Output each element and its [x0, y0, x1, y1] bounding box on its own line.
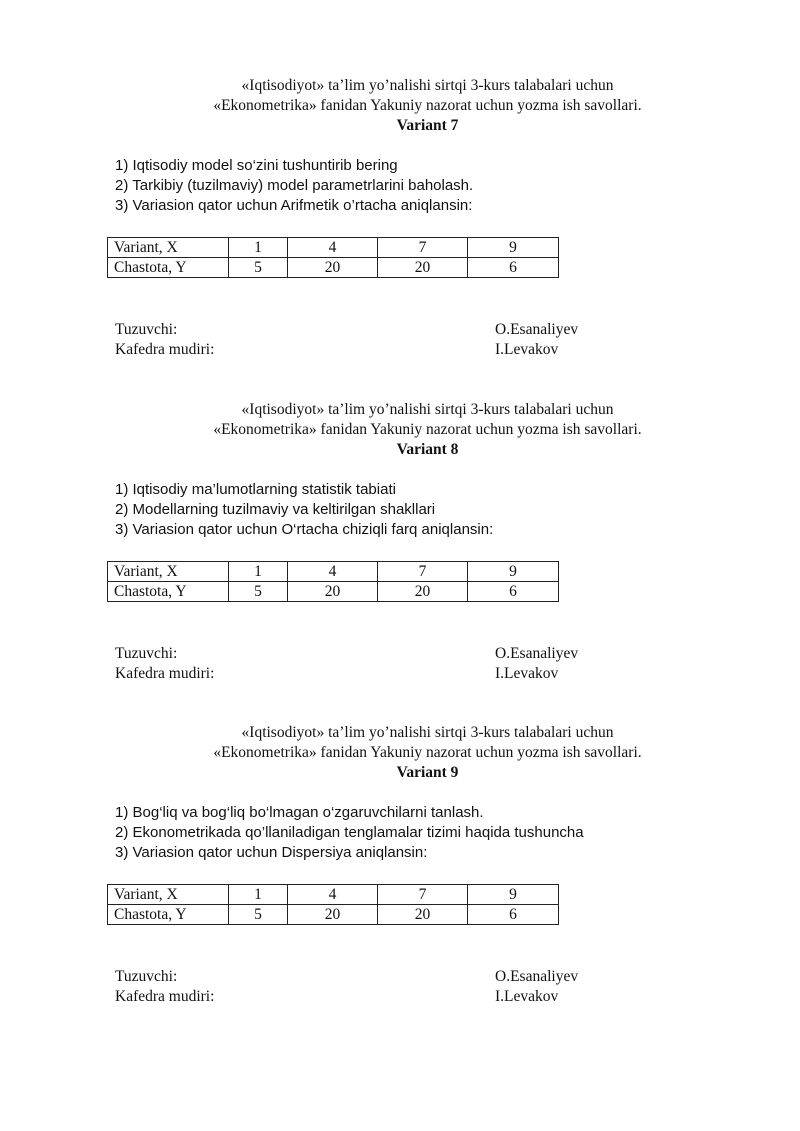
table-row-frequency [108, 258, 559, 278]
question-1: 1) Iqtisodiy model so‘zini tushuntirib bering [115, 157, 398, 174]
signature-block [0, 967, 800, 1007]
table-cell: 4 [288, 562, 378, 582]
table-cell: 7 [378, 562, 468, 582]
variant-block-7 [0, 76, 800, 358]
table-cell: Variant, X [108, 562, 229, 582]
frequency-table [107, 884, 559, 925]
head-name: I.Levakov [495, 988, 559, 1005]
header-line-2: «Ekonometrika» fanidan Yakuniy nazorat uchun yozma ish savollari. [213, 744, 642, 761]
author-role: Tuzuvchi: [115, 321, 178, 338]
question-3: 3) Variasion qator uchun O‘rtacha chiziqli farq aniqlansin: [115, 521, 494, 538]
signature-block [0, 644, 800, 684]
header-line-2: «Ekonometrika» fanidan Yakuniy nazorat uchun yozma ish savollari. [213, 421, 642, 438]
table-cell: 6 [468, 582, 559, 602]
head-name: I.Levakov [495, 665, 559, 682]
table-row-variant [108, 238, 559, 258]
signature-row-author [0, 967, 800, 987]
author-name: O.Esanaliyev [495, 321, 579, 338]
signature-row-author [0, 320, 800, 340]
table-cell: 20 [378, 582, 468, 602]
table-cell: 9 [468, 885, 559, 905]
variant-title: Variant 8 [396, 441, 459, 458]
table-cell: 6 [468, 258, 559, 278]
table-cell: 1 [229, 238, 288, 258]
table-cell: 20 [288, 582, 378, 602]
table-row-variant [108, 885, 559, 905]
table-cell: Variant, X [108, 238, 229, 258]
head-name: I.Levakov [495, 341, 559, 358]
variant-block-9 [0, 723, 800, 1005]
author-role: Tuzuvchi: [115, 968, 178, 985]
variant-title: Variant 7 [396, 117, 459, 134]
author-role: Tuzuvchi: [115, 645, 178, 662]
question-list [0, 156, 800, 216]
head-role: Kafedra mudiri: [115, 665, 215, 682]
table-cell: 20 [378, 258, 468, 278]
table-cell: 20 [288, 258, 378, 278]
table-cell: 7 [378, 885, 468, 905]
table-row-frequency [108, 582, 559, 602]
table-cell: 9 [468, 238, 559, 258]
signature-row-head [0, 340, 800, 360]
table-cell: 7 [378, 238, 468, 258]
table-cell: 5 [229, 258, 288, 278]
question-1: 1) Bog‘liq va bog‘liq bo‘lmagan o‘zgaruvchilarni tanlash. [115, 804, 484, 821]
header-line-2: «Ekonometrika» fanidan Yakuniy nazorat uchun yozma ish savollari. [213, 97, 642, 114]
table-cell: 1 [229, 885, 288, 905]
head-role: Kafedra mudiri: [115, 988, 215, 1005]
signature-row-author [0, 644, 800, 664]
table-cell: 1 [229, 562, 288, 582]
question-2: 2) Modellarning tuzilmaviy va keltirilgan shakllari [115, 501, 436, 518]
frequency-table [107, 237, 559, 278]
header-line-1: «Iqtisodiyot» ta’lim yo’nalishi sirtqi 3-kurs talabalari uchun [241, 77, 614, 94]
table-cell: 4 [288, 238, 378, 258]
table-cell: 9 [468, 562, 559, 582]
table-cell: 4 [288, 885, 378, 905]
question-list [0, 803, 800, 863]
question-3: 3) Variasion qator uchun Dispersiya aniqlansin: [115, 844, 428, 861]
table-cell: Chastota, Y [108, 582, 229, 602]
table-cell: Chastota, Y [108, 905, 229, 925]
question-1: 1) Iqtisodiy ma’lumotlarning statistik tabiati [115, 481, 396, 498]
header-line-1: «Iqtisodiyot» ta’lim yo’nalishi sirtqi 3-kurs talabalari uchun [241, 724, 614, 741]
table-cell: Variant, X [108, 885, 229, 905]
question-2: 2) Ekonometrikada qo’llaniladigan tenglamalar tizimi haqida tushuncha [115, 824, 584, 841]
table-row-frequency [108, 905, 559, 925]
signature-block [0, 320, 800, 360]
author-name: O.Esanaliyev [495, 968, 579, 985]
question-3: 3) Variasion qator uchun Arifmetik o’rtacha aniqlansin: [115, 197, 473, 214]
question-2: 2) Tarkibiy (tuzilmaviy) model parametrlarini baholash. [115, 177, 474, 194]
header-line-1: «Iqtisodiyot» ta’lim yo’nalishi sirtqi 3-kurs talabalari uchun [241, 401, 614, 418]
table-cell: 5 [229, 905, 288, 925]
frequency-table [107, 561, 559, 602]
head-role: Kafedra mudiri: [115, 341, 215, 358]
table-cell: Chastota, Y [108, 258, 229, 278]
table-cell: 6 [468, 905, 559, 925]
question-list [0, 480, 800, 540]
table-cell: 20 [378, 905, 468, 925]
variant-block-8 [0, 400, 800, 682]
table-row-variant [108, 562, 559, 582]
signature-row-head [0, 664, 800, 684]
author-name: O.Esanaliyev [495, 645, 579, 662]
signature-row-head [0, 987, 800, 1007]
variant-title: Variant 9 [396, 764, 459, 781]
table-cell: 5 [229, 582, 288, 602]
table-cell: 20 [288, 905, 378, 925]
